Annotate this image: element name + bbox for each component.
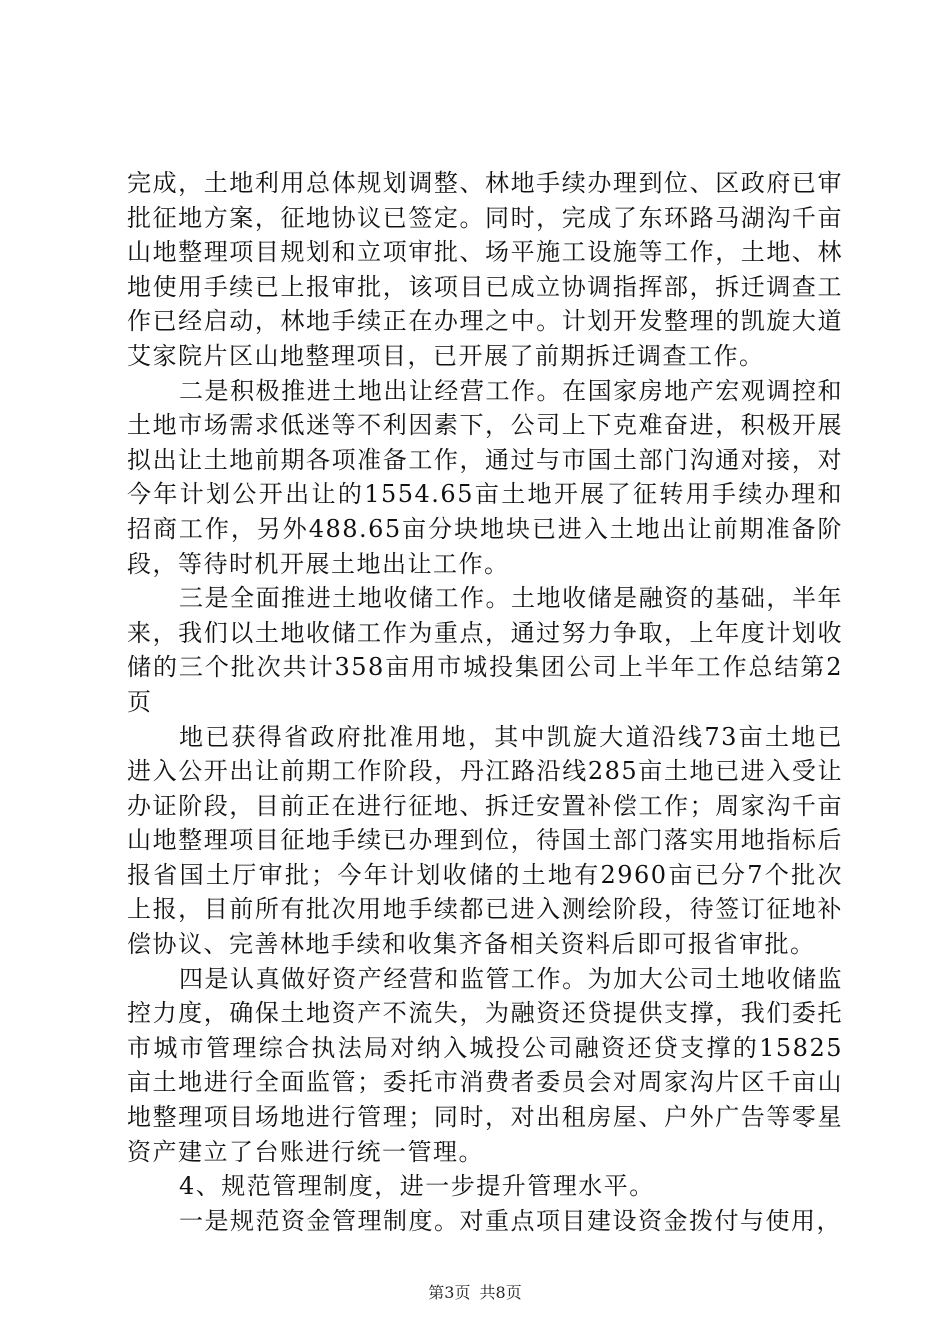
paragraph-1: 完成，土地利用总体规划调整、林地手续办理到位、区政府已审批征地方案，征地协议已签定。同时，完成了东环路马湖沟千亩山地整理项目规划和立项审批、场平施工设施等工作，土地、林地使用手续已上报审批，该项目已成立协调指挥部，拆迁调查工作已经启动，林地手续正在办理之中。计划开发整理的凯旋大道艾家院片区山地整理项目，已开展了前期拆迁调查工作。 bbox=[127, 169, 843, 370]
paragraph-5: 四是认真做好资产经营和监管工作。为加大公司土地收储监控力度，确保土地资产不流失，为融资还贷提供支撑，我们委托市城市管理综合执法局对纳入城投公司融资还贷支撑的15825亩土地进行全面监管；委托市消费者委员会对周家沟片区千亩山地整理项目场地进行管理；同时，对出租房屋、户外广告等零星资产建立了台账进行统一管理。 bbox=[127, 964, 843, 1166]
document-body bbox=[127, 166, 843, 1238]
paragraph-7: 一是规范资金管理制度。对重点项目建设资金拨付与使用， bbox=[179, 1206, 842, 1235]
page-number: 第3页 bbox=[428, 1283, 471, 1302]
total-pages: 共8页 bbox=[479, 1283, 522, 1302]
paragraph-3: 三是全面推进土地收储工作。土地收储是融资的基础，半年来，我们以土地收储工作为重点，通过努力争取，上年度计划收储的三个批次共计358亩用市城投集团公司上半年工作总结第2页 bbox=[127, 584, 843, 716]
page-footer bbox=[0, 1283, 950, 1303]
paragraph-2: 二是积极推进土地出让经营工作。在国家房地产宏观调控和土地市场需求低迷等不利因素下，公司上下克难奋进，积极开展拟出让土地前期各项准备工作，通过与市国土部门沟通对接，对今年计划公开出让的1554.65亩土地开展了征转用手续办理和招商工作，另外488.65亩分块地块已进入土地出让前期准备阶段，等待时机开展土地出让工作。 bbox=[127, 376, 843, 578]
paragraph-6: 4、规范管理制度，进一步提升管理水平。 bbox=[179, 1172, 655, 1201]
paragraph-4: 地已获得省政府批准用地，其中凯旋大道沿线73亩土地已进入公开出让前期工作阶段，丹江路沿线285亩土地已进入受让办证阶段，目前正在进行征地、拆迁安置补偿工作；周家沟千亩山地整理项目征地手续已办理到位，待国土部门落实用地指标后报省国土厅审批；今年计划收储的土地有2960亩已分7个批次上报，目前所有批次用地手续都已进入测绘阶段，待签订征地补偿协议、完善林地手续和收集齐备相关资料后即可报省审批。 bbox=[127, 722, 843, 959]
